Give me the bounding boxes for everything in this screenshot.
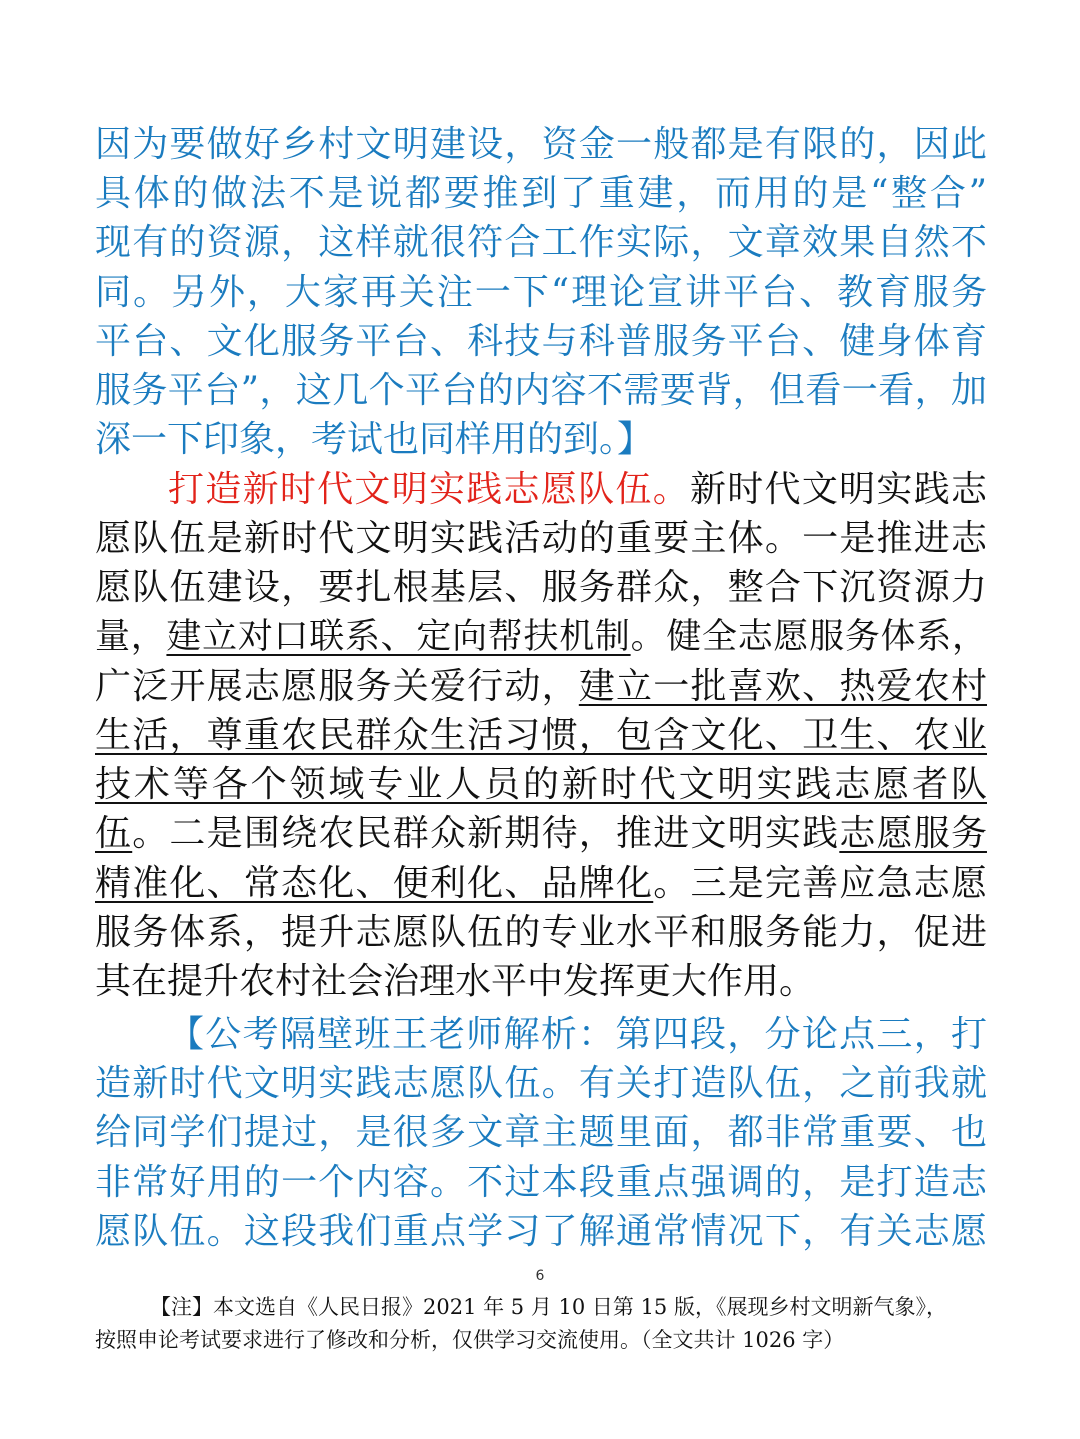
- text-line: [95, 809, 987, 859]
- underlined-text: 技术等各个领域专业人员的新时代文明实践志愿者队: [95, 764, 987, 805]
- footnote-line: 按照申论考试要求进行了修改和分析，仅供学习交流使用。（全文共计 1026 字）: [95, 1328, 845, 1352]
- text-line: [95, 859, 987, 909]
- text-line: 愿队伍。这段我们重点学习了解通常情况下，有关志愿: [95, 1211, 987, 1252]
- text-run: 新时代文明实践志: [689, 469, 987, 510]
- text-line: 【公考隔壁班王老师解析：第四段，分论点三，打: [168, 1014, 987, 1055]
- text-line: 愿队伍建设，要扎根基层、服务群众，整合下沉资源力: [95, 567, 987, 608]
- text-line: 因为要做好乡村文明建设，资金一般都是有限的，因此: [95, 124, 987, 165]
- underlined-text: 伍: [95, 813, 133, 854]
- text-line: 造新时代文明实践志愿队伍。有关打造队伍，之前我就: [95, 1063, 987, 1104]
- underlined-text: 建立一批喜欢、热爱农村: [578, 666, 987, 707]
- underlined-text: 生活，尊重农民群众生活习惯，包含文化、卫生、农业: [95, 715, 987, 756]
- text-line: 服务平台”，这几个平台的内容不需要背，但看一看，加: [95, 370, 987, 411]
- text-line: 非常好用的一个内容。不过本段重点强调的，是打造志: [95, 1162, 987, 1203]
- text-line: 服务体系，提升志愿队伍的专业水平和服务能力，促进: [95, 912, 987, 953]
- text-line: [95, 711, 987, 761]
- footnote-line: 【注】本文选自《人民日报》2021 年 5 月 10 日第 15 版，《展现乡村文明新气象》，: [150, 1295, 947, 1319]
- text-line: 现有的资源，这样就很符合工作实际，文章效果自然不: [95, 222, 987, 263]
- text-line: 具体的做法不是说都要推到了重建，而用的是“整合”: [95, 173, 987, 214]
- page-number: 6: [535, 1268, 545, 1284]
- underlined-text: 精准化、常态化、便利化、品牌化: [95, 863, 654, 904]
- underlined-text: 志愿服务: [839, 813, 987, 854]
- section-heading: 打造新时代文明实践志愿队伍。: [168, 469, 690, 510]
- text-run: 。二是围绕农民群众新期待，推进文明实践: [132, 813, 840, 854]
- text-run: 广泛开展志愿服务关爱行动，: [95, 666, 579, 707]
- text-line: 平台、文化服务平台、科技与科普服务平台、健身体育: [95, 321, 987, 362]
- text-run: 。健全志愿服务体系，: [630, 617, 987, 657]
- text-run: 。三是完善应急志愿: [653, 863, 987, 904]
- text-line: 同。另外，大家再关注一下“理论宣讲平台、教育服务: [95, 272, 987, 313]
- underlined-text: 建立对口联系、定向帮扶机制: [166, 617, 631, 657]
- text-line: 给同学们提过，是很多文章主题里面，都非常重要、也: [95, 1112, 987, 1153]
- text-line: 愿队伍是新时代文明实践活动的重要主体。一是推进志: [95, 518, 987, 559]
- text-line: [95, 662, 987, 712]
- text-run: 量，: [95, 617, 167, 657]
- text-line: 其在提升农村社会治理水平中发挥更大作用。: [95, 961, 816, 1002]
- text-line: [95, 612, 987, 662]
- text-line: [95, 760, 987, 810]
- text-line: [168, 465, 987, 515]
- text-line: 深一下印象，考试也同样用的到。】: [95, 419, 654, 460]
